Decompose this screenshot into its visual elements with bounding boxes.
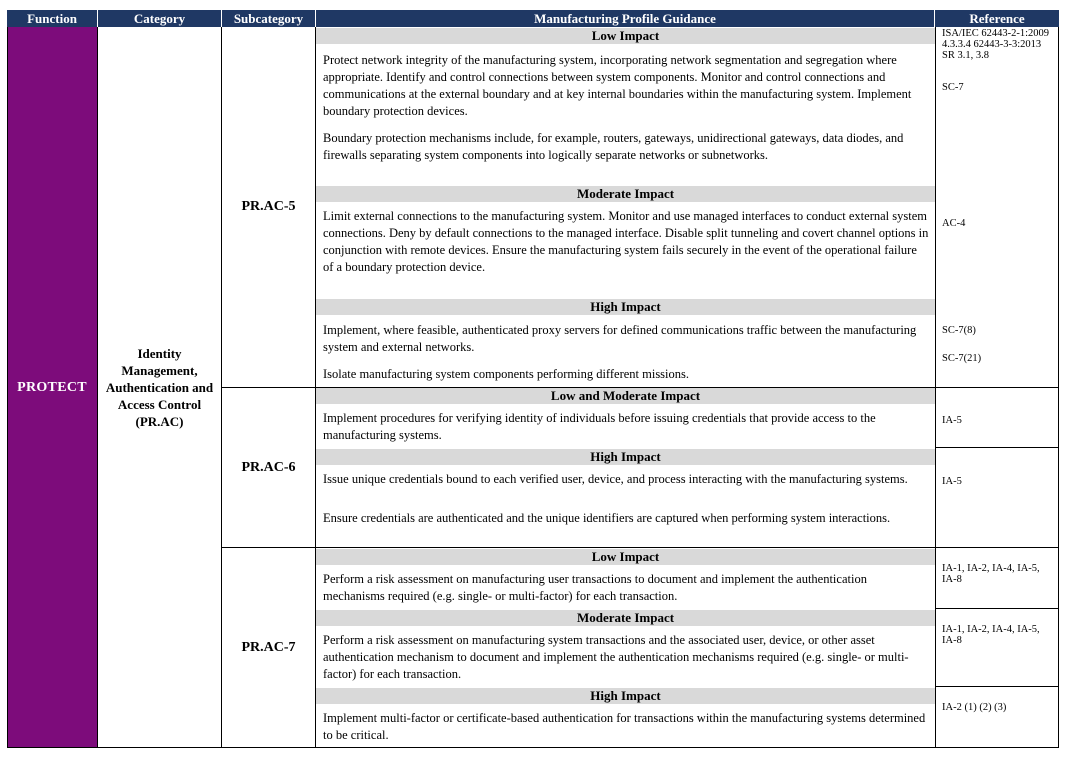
guidance-ac6-high-1: Issue unique credentials bound to each verified user, device, and process interacting with the manufacturing systems. — [323, 472, 908, 486]
band-ac5-moderate: Moderate Impact — [316, 186, 935, 202]
reference-ac5-low-2: SC-7 — [942, 82, 964, 93]
reference-ac7-low-1: IA-1, IA-2, IA-4, IA-5, IA-8 — [942, 563, 1040, 585]
guidance-ac5-low-2: Boundary protection mechanisms include, for example, routers, gateways, unidirectional gateways, data diodes, and firewalls separating system components into logically separate networks or subnetworks. — [323, 131, 904, 162]
guidance-ac7-low-1: Perform a risk assessment on manufacturing user transactions to document and implement the authentication mechanisms required (e.g. single- or multi-factor) for each transaction. — [323, 572, 867, 603]
reference-ac5-moderate-1: AC-4 — [942, 218, 966, 229]
function-cell: PROTECT — [7, 27, 97, 748]
category-cell: Identity Management, Authentication and Access Control (PR.AC) — [105, 346, 214, 429]
header-function: Function — [7, 10, 98, 27]
guidance-ac6-lowmod-1: Implement procedures for verifying identity of individuals before issuing credentials that provide access to the manufacturing systems. — [323, 411, 876, 442]
band-ac7-moderate: Moderate Impact — [316, 610, 935, 626]
subcategory-pr-ac-5: PR.AC-5 — [241, 199, 296, 214]
band-ac6-high: High Impact — [316, 449, 935, 465]
guidance-ac5-low-1: Protect network integrity of the manufacturing system, incorporating network segmentation and segregation where appropriate. Identify and control connections between system components. Monitor and control connections and communications at the external boundary and at key internal boundaries within the manufacturing system. Implement boundary protection devices. — [323, 53, 912, 118]
grid-line — [935, 447, 1059, 448]
reference-ac6-lowmod-1: IA-5 — [942, 415, 962, 426]
guidance-ac7-high-1: Implement multi-factor or certificate-based authentication for transactions within the manufacturing systems determined to be critical. — [323, 711, 926, 742]
reference-ac5-low-1: ISA/IEC 62443-2-1:2009 4.3.3.4 62443-3-3:2013 SR 3.1, 3.8 — [942, 28, 1050, 61]
grid-line — [221, 387, 1059, 388]
guidance-ac6-high-2: Ensure credentials are authenticated and the unique identifiers are captured when performing system interactions. — [323, 511, 891, 525]
header-subcategory: Subcategory — [222, 10, 316, 27]
band-ac7-low: Low Impact — [316, 549, 935, 565]
subcategory-pr-ac-7: PR.AC-7 — [241, 640, 296, 655]
subcategory-pr-ac-6: PR.AC-6 — [241, 459, 296, 475]
band-ac6-low-moderate: Low and Moderate Impact — [316, 388, 935, 404]
guidance-ac5-high-1: Implement, where feasible, authenticated proxy servers for defined communications traffic between the manufacturing system and external networks. — [323, 323, 917, 354]
profile-table — [7, 10, 1059, 748]
reference-ac7-moderate-1: IA-1, IA-2, IA-4, IA-5, IA-8 — [942, 624, 1040, 646]
band-ac5-high: High Impact — [316, 299, 935, 315]
reference-ac6-high-1: IA-5 — [942, 476, 962, 487]
grid-line — [97, 27, 98, 748]
grid-line — [7, 27, 8, 748]
header-guidance: Manufacturing Profile Guidance — [316, 10, 935, 27]
header-category: Category — [98, 10, 222, 27]
reference-ac7-high-1: IA-2 (1) (2) (3) — [942, 702, 1007, 713]
grid-line — [7, 747, 1059, 748]
band-ac5-low: Low Impact — [316, 28, 935, 44]
reference-ac5-high-2: SC-7(21) — [942, 353, 982, 364]
grid-line — [935, 686, 1059, 687]
reference-ac5-high-1: SC-7(8) — [942, 325, 976, 336]
header-reference: Reference — [935, 10, 1059, 27]
band-ac7-high: High Impact — [316, 688, 935, 704]
guidance-ac5-high-2: Isolate manufacturing system components performing different missions. — [323, 367, 690, 381]
grid-line — [221, 547, 1059, 548]
guidance-ac7-moderate-1: Perform a risk assessment on manufacturing system transactions and the associated user, device, or other asset authentication mechanism to document and implement the authentication mechanisms required (e.g. single- or multi-factor) for each transaction. — [323, 633, 909, 681]
guidance-ac5-moderate-1: Limit external connections to the manufacturing system. Monitor and use managed interfaces to conduct external system connections. Deny by default connections to the managed interface. Disable split tunneling and covert channel options in conjunction with remote devices. Ensure the manufacturing system fails securely in the event of the operational failure of a boundary protection device. — [323, 209, 929, 274]
grid-line — [935, 608, 1059, 609]
